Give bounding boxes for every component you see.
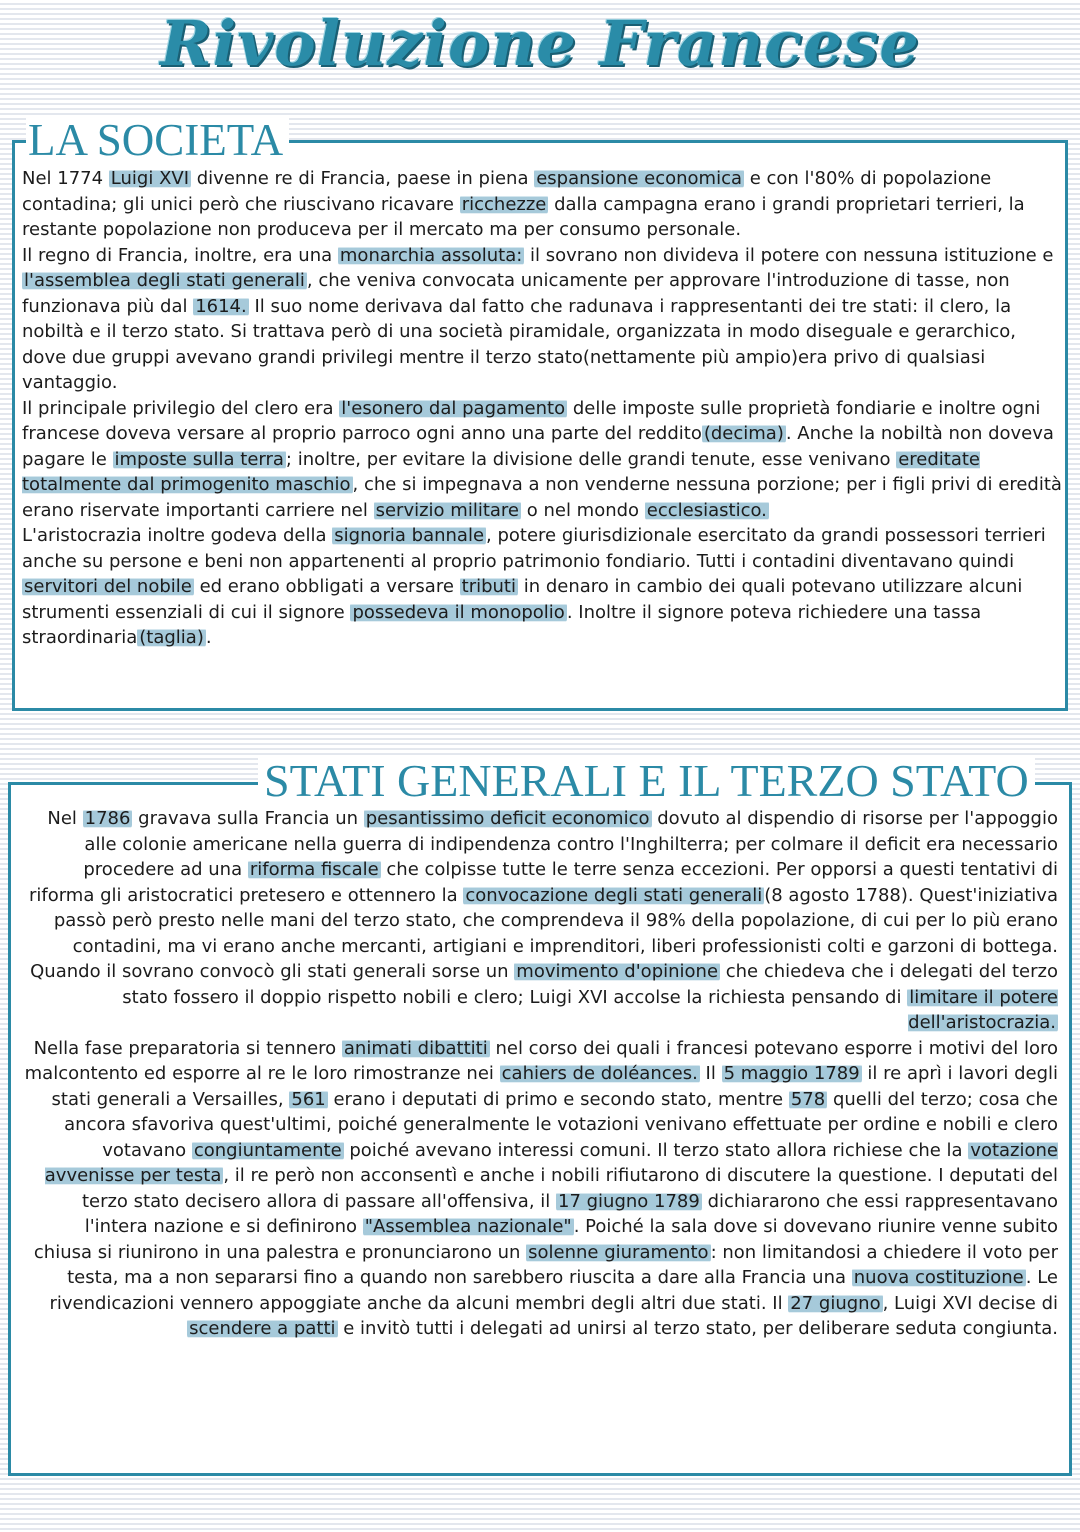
highlighted-text: votazione avvenisse per testa [44,1139,1058,1186]
highlighted-text: convocazione degli stati generali [465,884,763,906]
paragraph [24,959,1058,1036]
page-title-text: Rivoluzione Francese [160,6,920,80]
paragraph-text: ed erano obbligati a versare [193,576,460,597]
paragraph [24,806,1058,959]
paragraph-text: erano i deputati di primo e secondo stato, mentre [327,1088,789,1110]
highlighted-text: 578 [790,1088,826,1110]
highlighted-text: possedeva il monopolio [352,601,565,623]
paragraph-text: , che veniva convocata unicamente per approvare l'introduzione di tasse, non funzionava più dal [22,270,1010,317]
paragraph [22,523,1062,651]
highlighted-text: l'esonero dal pagamento [341,397,566,419]
paragraph-text: . Anche la nobiltà non doveva pagare le [22,423,1054,470]
highlighted-text: 1614. [195,295,247,317]
highlighted-text: 27 giugno [790,1292,881,1314]
highlighted-text: ricchezze [461,193,547,215]
paragraph-text: Nel 1774 [22,168,109,189]
highlighted-text: (taglia) [139,627,204,648]
paragraph-text: . Le rivendicazioni vennero appoggiate anche da alcuni membri degli altri due stati. Il [49,1267,1058,1314]
paragraph-text: Nel [47,808,83,829]
section-heading-stati-generali: STATI GENERALI E IL TERZO STATO [258,758,1035,804]
paragraph [22,396,1062,524]
paragraph-text: Quando il sovrano convocò gli stati generali sorse un [30,961,515,982]
highlighted-text: ecclesiastico. [646,499,767,521]
paragraph-text: dovuto al dispendio di risorse per l'appoggio alle colonie americane nella guerra di indipendenza contro l'Inghilterra; per colmare il deficit era necessario procedere ad una [83,808,1058,880]
paragraph-text: , Luigi XVI decise di [882,1292,1058,1314]
highlighted-text: imposte sulla terra [114,448,284,470]
paragraph-text: che colpisse tutte le terre senza eccezioni. Per opporsi a questi tentativi di riforma gli aristocratici pretesero e ottennero la [28,859,1058,906]
paragraph-text: e invitò tutti i delegati ad unirsi al terzo stato, per deliberare seduta congiunta. [337,1318,1058,1339]
paragraph-text: L'aristocrazia inoltre godeva della [22,525,333,546]
paragraph-text: delle imposte sulle proprietà fondiarie e inoltre ogni francese doveva versare al proprio parroco ogni anno una parte del reddito [22,397,1041,444]
section-body-societa [22,166,1062,651]
highlighted-text: ereditate totalmente dal primogenito maschio [22,448,981,495]
paragraph-text: il sovrano non divideva il potere con nessuna istituzione e [524,244,1054,266]
paragraph-text: dalla campagna erano i grandi proprietari terrieri, la restante popolazione non produceva per il mercato ma per consumo personale. [22,193,1025,240]
highlighted-text: 5 maggio 1789 [723,1063,860,1084]
paragraph-text: o nel mondo [521,499,645,521]
highlighted-text: pesantissimo deficit economico [365,808,650,829]
paragraph-text: Il principale privilegio del clero era [22,397,340,419]
paragraph-text: il re aprì i lavori degli stati generali a Versailles, [51,1063,1058,1110]
highlighted-text: 561 [291,1088,326,1110]
paragraph-text: , il re però non acconsentì e anche i nobili rifiutarono di discutere la questione. I deputati del terzo stato decisero allora di passare all'offensiva, il [81,1165,1058,1212]
highlighted-text: solenne giuramento [528,1241,709,1263]
highlighted-text: 1786 [84,808,131,829]
paragraph-text: Nella fase preparatoria si tennero [33,1037,342,1059]
paragraph-text: nel corso dei quali i francesi potevano esporre i motivi del loro malcontento ed esporre al re le loro rimostranze nei [24,1037,1058,1084]
paragraph-text: . [205,627,212,648]
highlighted-text: animati dibattiti [343,1037,488,1059]
paragraph-text: : non limitandosi a chiedere il voto per testa, ma a non separarsi fino a quando non sarebbero riuscita a dare alla Francia una [67,1241,1058,1288]
highlighted-text: 17 giugno 1789 [558,1190,700,1212]
highlighted-text: movimento d'opinione [516,961,719,982]
section-heading-societa: LA SOCIETA [26,118,289,163]
highlighted-text: servizio militare [375,499,519,521]
paragraph-text: gravava sulla Francia un [132,808,364,829]
highlighted-text: "Assemblea nazionale" [364,1216,572,1237]
paragraph-text: poiché avevano interessi comuni. Il terzo stato allora richiese che la [343,1139,969,1161]
paragraph [22,166,1062,243]
paragraph [24,1036,1058,1342]
paragraph-text: . Inoltre il signore poteva richiedere una tassa straordinaria [22,601,982,648]
paragraph-text: , potere giurisdizionale esercitato da grandi possessori terrieri anche su persone e beni non appartenenti al proprio patrimonio fondiario. Tutti i contadini diventavano quindi [22,525,1046,572]
paragraph-text: , che si impegnava a non venderne nessuna porzione; per i figli privi di eredità erano riservate importanti carriere nel [22,474,1062,521]
paragraph [22,243,1062,396]
paragraph-text: divenne re di Francia, paese in piena [191,168,535,189]
highlighted-text: nuova costituzione [853,1267,1024,1288]
paragraph-text: e con l'80% di popolazione contadina; gli unici però che riuscivano ricavare [22,168,992,215]
section-body-stati-generali [24,806,1058,1342]
highlighted-text: servitori del nobile [24,576,192,597]
highlighted-text: scendere a patti [189,1318,336,1339]
highlighted-text: monarchia assoluta: [339,244,523,266]
highlighted-text: riforma fiscale [249,859,379,880]
paragraph-text: . Poiché la sala dove si dovevano riunire venne subito chiusa si riunirono in una palestra e pronunciarono un [33,1216,1058,1263]
highlighted-text: limitare il potere dell'aristocrazia. [908,986,1058,1033]
highlighted-text: l'assemblea degli stati generali [24,270,305,291]
paragraph-text: (8 agosto 1788). Quest'iniziativa passò però presto nelle mani del terzo stato, che comprendeva il 98% della popolazione, di cui per lo più erano contadini, ma vi erano anche mercanti, artigiani e imprenditori, liberi professionisti colti e garzoni di bottega. [53,884,1058,957]
paragraph-text: che chiedeva che i delegati del terzo stato fossero il doppio rispetto nobili e clero; Luigi XVI accolse la richiesta pensando di [122,961,1058,1008]
paragraph-text: quelli del terzo; cosa che ancora sfavoriva quest'ultimi, poiché generalmente le votazioni venivano effettuate per ordine e nobili e clero votavano [64,1088,1058,1161]
paragraph-text: Il regno di Francia, inoltre, era una [22,244,338,266]
paragraph-text: Il [699,1063,722,1084]
highlighted-text: espansione economica [536,168,742,189]
highlighted-text: (decima) [703,423,784,444]
paragraph-text: dichiararono che essi rappresentavano l'intera nazione e si definirono [84,1190,1058,1237]
paragraph-text: in denaro in cambio dei quali potevano utilizzare alcuni strumenti essenziali di cui il signore [22,576,1023,623]
paragraph-text: Il suo nome derivava dal fatto che radunava i rappresentanti dei tre stati: il clero, la nobiltà e il terzo stato. Si trattava però di una società piramidale, organizzata in modo diseguale e gerarchico, dove due gruppi avevano grandi privilegi mentre il terzo stato(nettamente più ampio)era privo di qualsiasi vantaggio. [22,295,1016,393]
paragraph-text: ; inoltre, per evitare la divisione delle grandi tenute, esse venivano [285,448,897,470]
page-title [0,4,1080,82]
highlighted-text: Luigi XVI [110,168,190,189]
highlighted-text: congiuntamente [193,1139,342,1161]
highlighted-text: tributi [461,576,516,597]
highlighted-text: signoria bannale [334,525,485,546]
highlighted-text: cahiers de doléances. [501,1063,698,1084]
